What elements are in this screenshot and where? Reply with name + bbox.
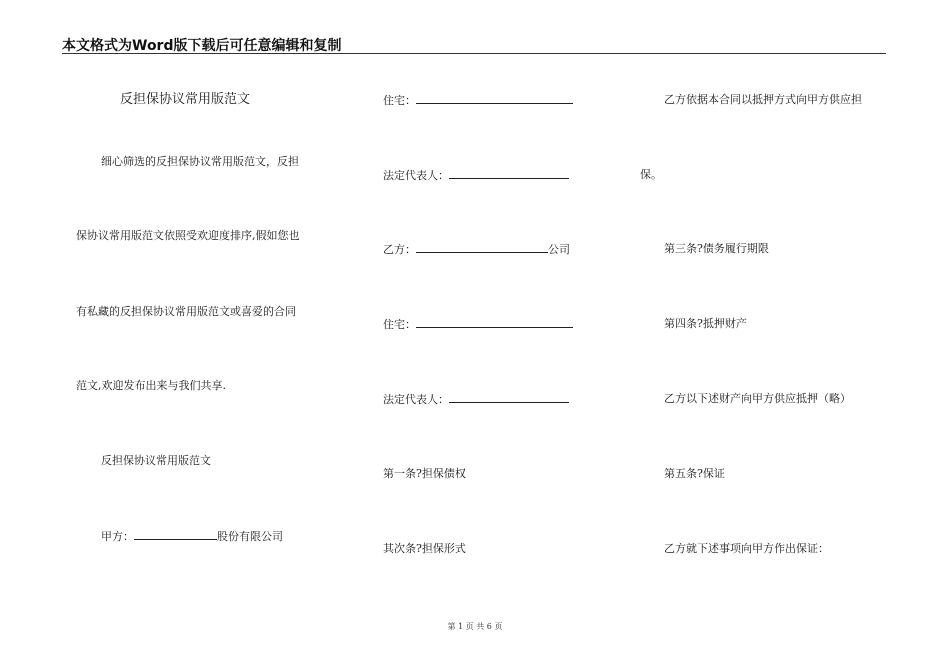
residence-blank-2 — [416, 317, 573, 328]
col3-line-1: 乙方依据本合同以抵押方式向甲方供应担 — [664, 93, 862, 106]
rep-blank-1 — [449, 168, 569, 179]
residence-blank-1 — [416, 93, 573, 104]
article-1: 第一条?担保债权 — [383, 467, 466, 480]
col3-line-2: 保。 — [640, 168, 662, 181]
intro-line-4: 范文,欢迎发布出来与我们共享. — [76, 379, 226, 392]
party-a-line — [101, 529, 283, 544]
document-header: 本文格式为Word版下载后可任意编辑和复制 — [62, 38, 342, 54]
document-title: 反担保协议常用版范文 — [120, 92, 251, 107]
rep-line-2 — [383, 392, 569, 407]
residence-line-1 — [383, 93, 573, 108]
intro-line-2: 保协议常用版范文依照受欢迎度排序,假如您也 — [76, 229, 300, 242]
rep-line-1 — [383, 168, 569, 183]
rep-label-1: 法定代表人： — [383, 169, 449, 182]
col3-line-5: 乙方以下述财产向甲方供应抵押（略） — [664, 392, 851, 405]
party-b-line — [383, 242, 570, 257]
party-b-suffix: 公司 — [548, 243, 570, 256]
col3-line-7: 乙方就下述事项向甲方作出保证： — [664, 542, 829, 555]
article-5: 第五条?保证 — [664, 467, 725, 480]
article-4: 第四条?抵押财产 — [664, 317, 747, 330]
page-footer: 第 1 页 共 6 页 — [447, 622, 503, 631]
intro-line-3: 有私藏的反担保协议常用版范文或喜爱的合同 — [76, 305, 296, 318]
residence-label-2: 住宅： — [383, 318, 416, 331]
article-2: 其次条?担保形式 — [383, 542, 466, 555]
party-a-blank — [134, 529, 217, 540]
party-b-blank — [416, 242, 548, 253]
intro-line-1: 细心筛选的反担保协议常用版范文，反担 — [101, 155, 299, 168]
article-3: 第三条?债务履行期限 — [664, 242, 769, 255]
rep-blank-2 — [449, 392, 569, 403]
header-rule — [62, 53, 886, 54]
residence-label-1: 住宅： — [383, 94, 416, 107]
rep-label-2: 法定代表人： — [383, 393, 449, 406]
residence-line-2 — [383, 317, 573, 332]
party-a-suffix: 股份有限公司 — [217, 530, 283, 543]
party-b-label: 乙方： — [383, 243, 416, 256]
section-subtitle: 反担保协议常用版范文 — [101, 454, 211, 467]
party-a-label: 甲方： — [101, 530, 134, 543]
